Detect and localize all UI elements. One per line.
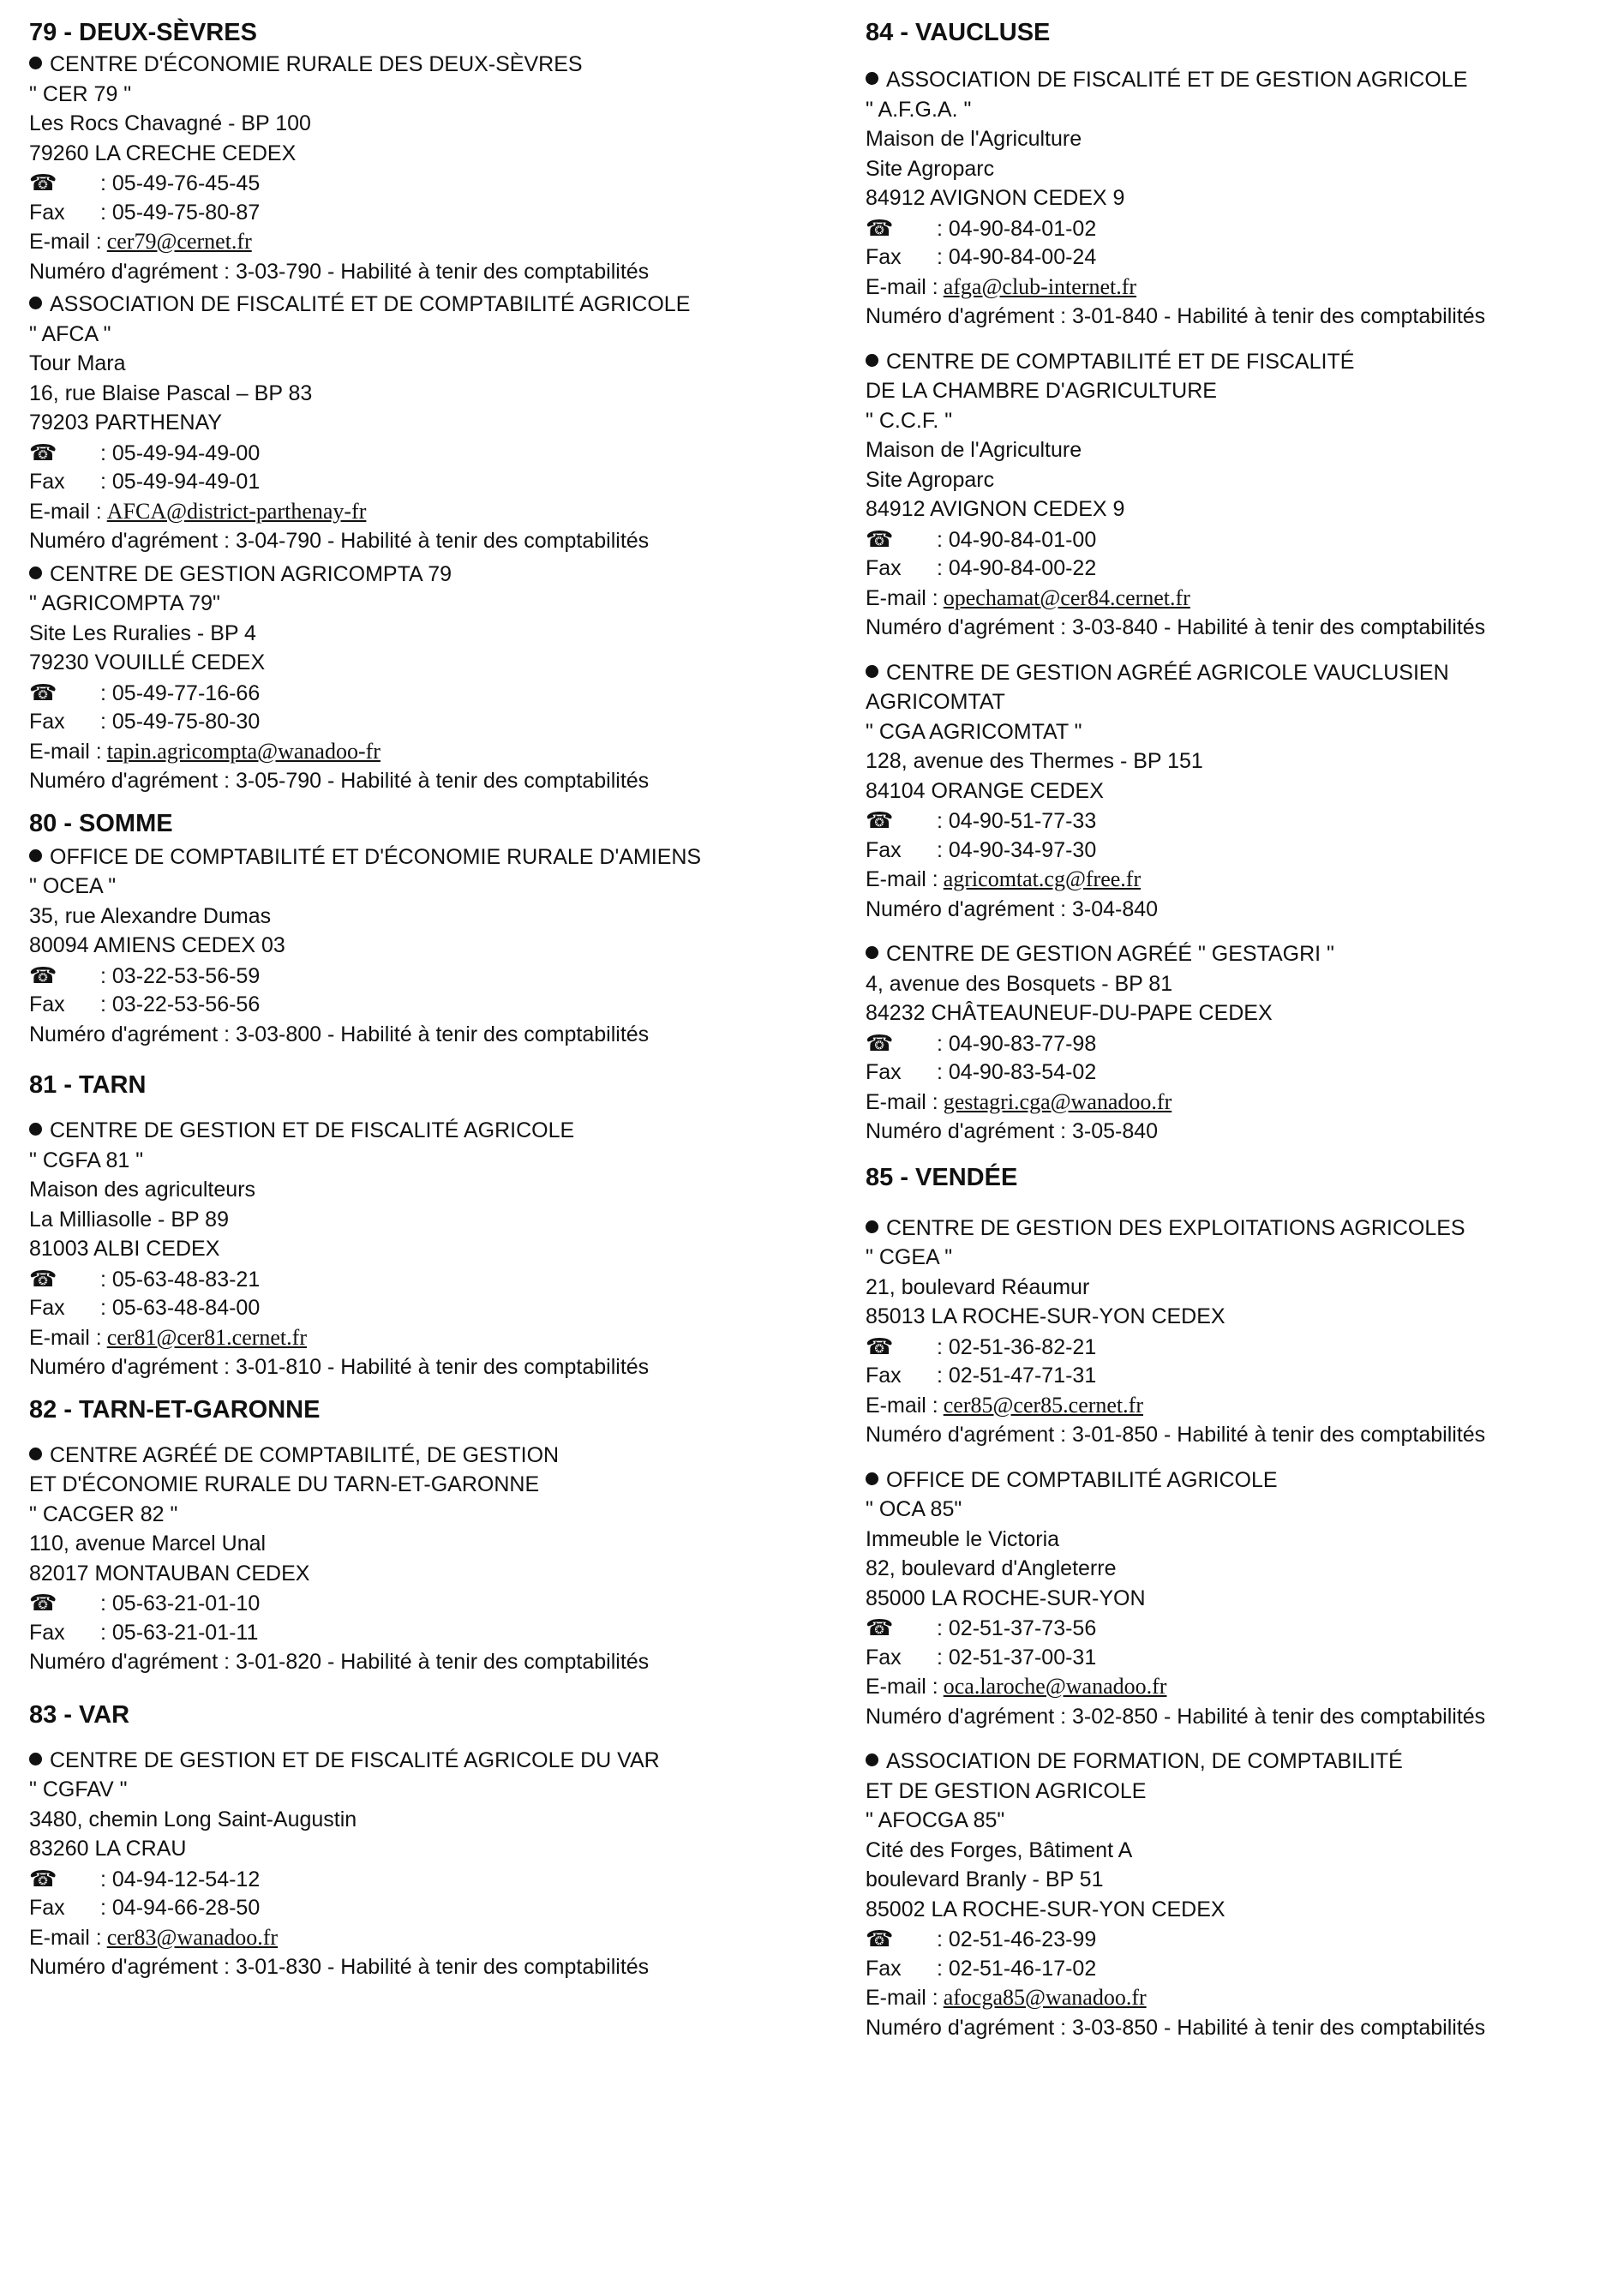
bullet-icon: [866, 354, 878, 367]
organization-name-text: OFFICE DE COMPTABILITÉ ET D'ÉCONOMIE RURALE D'AMIENS: [50, 844, 702, 869]
organization-name-text: CENTRE DE GESTION AGRICOMPTA 79: [50, 561, 452, 586]
email-line: [866, 1391, 1618, 1421]
organization-name: [866, 1214, 1618, 1244]
organization-abbreviation: " CGA AGRICOMTAT ": [866, 719, 1082, 744]
email-link[interactable]: cer79@cernet.fr: [106, 229, 252, 254]
fax-label: Fax: [29, 710, 65, 734]
phone-line: [29, 961, 783, 991]
bullet-icon: [29, 297, 42, 309]
phone-number: : 02-51-36-82-21: [937, 1334, 1097, 1359]
phone-number: : 05-63-48-83-21: [100, 1267, 261, 1292]
address-line: 85002 LA ROCHE-SUR-YON CEDEX: [866, 1897, 1225, 1921]
email-line: [29, 227, 783, 257]
email-line: [29, 497, 783, 527]
agrement-number: Numéro d'agrément : 3-05-790 - Habilité à tenir des comptabilités: [29, 769, 650, 793]
department-title: 79 - DEUX-SÈVRES: [29, 19, 257, 46]
fax-line: [29, 707, 783, 737]
fax-number: : 02-51-46-17-02: [937, 1956, 1097, 1981]
telephone-icon: ☎: [29, 1590, 57, 1616]
telephone-icon: ☎: [29, 962, 57, 988]
organization-name: [29, 1746, 783, 1776]
fax-line: [29, 1893, 783, 1923]
organization-name-text: CENTRE AGRÉÉ DE COMPTABILITÉ, DE GESTION: [50, 1442, 560, 1467]
organization-name: [866, 939, 1618, 969]
email-link[interactable]: AFCA@district-parthenay-fr: [106, 498, 367, 524]
fax-label: Fax: [866, 245, 902, 269]
department-title: 80 - SOMME: [29, 809, 173, 837]
address-line: Maison de l'Agriculture: [866, 438, 1082, 462]
organization-abbreviation: " OCA 85": [866, 1497, 962, 1521]
organization-name-text: CENTRE DE COMPTABILITÉ ET DE FISCALITÉ: [886, 349, 1355, 374]
agrement-number: Numéro d'agrément : 3-04-790 - Habilité à tenir des comptabilités: [29, 529, 650, 553]
phone-line: [29, 168, 783, 198]
phone-number: : 05-49-94-49-00: [100, 441, 261, 465]
telephone-icon: ☎: [866, 1926, 894, 1951]
email-label: E-mail :: [866, 867, 938, 891]
organization-entry: [866, 65, 1618, 332]
fax-label: Fax: [866, 1060, 902, 1084]
fax-line: [29, 1293, 783, 1323]
fax-number: : 05-49-75-80-30: [100, 710, 261, 734]
email-line: [866, 865, 1618, 895]
address-line: Immeuble le Victoria: [866, 1526, 1060, 1551]
organization-name: [29, 50, 783, 80]
department-title: 83 - VAR: [29, 1700, 130, 1729]
organization-name: [29, 1116, 783, 1146]
organization-entry: [29, 1116, 783, 1382]
agrement-number: Numéro d'agrément : 3-05-840: [866, 1119, 1159, 1143]
address-line: 84104 ORANGE CEDEX: [866, 778, 1104, 803]
organization-abbreviation: " AFOCGA 85": [866, 1808, 1005, 1832]
address-line: 4, avenue des Bosquets - BP 81: [866, 971, 1173, 996]
telephone-icon: ☎: [29, 1265, 57, 1292]
email-label: E-mail :: [866, 274, 938, 299]
email-line: [866, 1983, 1618, 2013]
fax-number: : 04-90-84-00-22: [937, 556, 1097, 580]
email-line: [866, 584, 1618, 614]
phone-line: [866, 213, 1618, 243]
fax-line: [866, 1643, 1618, 1673]
email-label: E-mail :: [29, 1925, 102, 1950]
agrement-number: Numéro d'agrément : 3-03-840 - Habilité à tenir des comptabilités: [866, 615, 1486, 639]
department-title: 82 - TARN-ET-GARONNE: [29, 1395, 321, 1424]
fax-number: : 04-90-34-97-30: [937, 837, 1097, 862]
fax-line: [866, 243, 1618, 273]
address-line: boulevard Branly - BP 51: [866, 1867, 1104, 1891]
fax-label: Fax: [29, 1896, 65, 1920]
address-line: 79230 VOUILLÉ CEDEX: [29, 650, 266, 674]
organization-name: [866, 1777, 1618, 1807]
organization-name-text: CENTRE D'ÉCONOMIE RURALE DES DEUX-SÈVRES: [50, 52, 583, 76]
department-title: 81 - TARN: [29, 1071, 147, 1099]
organization-name: [29, 1441, 783, 1471]
fax-line: [29, 990, 783, 1020]
agrement-number: Numéro d'agrément : 3-01-810 - Habilité à tenir des comptabilités: [29, 1355, 650, 1379]
address-line: 16, rue Blaise Pascal – BP 83: [29, 381, 313, 405]
phone-number: : 03-22-53-56-59: [100, 963, 261, 988]
address-line: 82017 MONTAUBAN CEDEX: [29, 1561, 310, 1586]
organization-name: [29, 560, 783, 590]
telephone-icon: ☎: [866, 1029, 894, 1056]
telephone-icon: ☎: [29, 439, 57, 465]
email-label: E-mail :: [866, 1393, 938, 1418]
address-line: 85000 LA ROCHE-SUR-YON: [866, 1586, 1146, 1610]
organization-entry: [29, 842, 783, 1050]
organization-name-text: ASSOCIATION DE FISCALITÉ ET DE GESTION AGRICOLE: [886, 68, 1468, 92]
department-section: [29, 1068, 783, 1382]
organization-entry: [29, 1746, 783, 1982]
telephone-icon: ☎: [866, 807, 894, 833]
organization-name: [866, 347, 1618, 377]
address-line: 79203 PARTHENAY: [29, 411, 223, 435]
agrement-number: Numéro d'agrément : 3-03-800 - Habilité à tenir des comptabilités: [29, 1022, 650, 1046]
bullet-icon: [29, 1753, 42, 1765]
email-label: E-mail :: [866, 585, 938, 610]
phone-line: [29, 1264, 783, 1294]
telephone-icon: ☎: [29, 679, 57, 705]
fax-number: : 05-63-48-84-00: [100, 1296, 261, 1320]
agrement-number: Numéro d'agrément : 3-03-790 - Habilité à tenir des comptabilités: [29, 259, 650, 284]
agrement-number: Numéro d'agrément : 3-01-820 - Habilité à tenir des comptabilités: [29, 1650, 650, 1674]
fax-number: : 02-51-37-00-31: [937, 1645, 1097, 1670]
email-link[interactable]: opechamat@cer84.cernet.fr: [943, 584, 1190, 610]
phone-number: : 05-49-77-16-66: [100, 680, 261, 705]
address-line: Site Agroparc: [866, 156, 995, 181]
address-line: 83260 LA CRAU: [29, 1837, 187, 1861]
phone-line: [866, 1028, 1618, 1058]
address-line: 3480, chemin Long Saint-Augustin: [29, 1807, 357, 1831]
phone-number: : 04-90-84-01-02: [937, 216, 1097, 241]
organization-name-text: CENTRE DE GESTION ET DE FISCALITÉ AGRICOLE: [50, 1118, 575, 1142]
fax-label: Fax: [866, 837, 902, 862]
organization-name: [866, 65, 1618, 95]
department-title: 84 - VAUCLUSE: [866, 19, 1051, 46]
fax-line: [29, 198, 783, 228]
address-line: 85013 LA ROCHE-SUR-YON CEDEX: [866, 1304, 1225, 1328]
organization-abbreviation: " OCEA ": [29, 874, 117, 898]
fax-label: Fax: [29, 200, 65, 225]
organization-entry: [29, 290, 783, 556]
phone-number: : 05-63-21-01-10: [100, 1592, 261, 1616]
email-link[interactable]: oca.laroche@wanadoo.fr: [943, 1674, 1167, 1699]
email-label: E-mail :: [866, 1675, 938, 1699]
address-line: 21, boulevard Réaumur: [866, 1274, 1090, 1299]
email-line: [29, 1923, 783, 1953]
telephone-icon: ☎: [29, 1865, 57, 1891]
organization-name-text: AGRICOMTAT: [866, 690, 1005, 714]
organization-name-text: OFFICE DE COMPTABILITÉ AGRICOLE: [886, 1467, 1278, 1492]
organization-entry: [866, 1747, 1618, 2042]
email-label: E-mail :: [29, 1325, 102, 1350]
department-section: [29, 1698, 783, 1982]
organization-entry: [29, 50, 783, 286]
department-section: [29, 1393, 783, 1677]
organization-name: [29, 290, 783, 320]
fax-label: Fax: [866, 1956, 902, 1981]
fax-line: [29, 1618, 783, 1648]
department-title: 85 - VENDÉE: [866, 1163, 1018, 1191]
address-line: 80094 AMIENS CEDEX 03: [29, 933, 285, 957]
email-link[interactable]: afocga85@wanadoo.fr: [943, 1985, 1147, 2010]
fax-label: Fax: [29, 1620, 65, 1645]
organization-name: [29, 842, 783, 872]
email-line: [29, 1323, 783, 1353]
organization-abbreviation: " CACGER 82 ": [29, 1502, 178, 1526]
fax-label: Fax: [29, 470, 65, 494]
organization-abbreviation: " CGEA ": [866, 1245, 953, 1269]
department-section: [866, 1160, 1618, 2043]
phone-line: [866, 525, 1618, 555]
bullet-icon: [866, 1220, 878, 1233]
address-line: Cité des Forges, Bâtiment A: [866, 1837, 1133, 1862]
organization-abbreviation: " A.F.G.A. ": [866, 97, 972, 122]
left-column: [29, 15, 783, 1982]
organization-abbreviation: " AFCA ": [29, 321, 111, 346]
organization-name-text: CENTRE DE GESTION AGRÉÉ AGRICOLE VAUCLUSIEN: [886, 660, 1449, 685]
organization-name: [29, 1470, 783, 1500]
organization-abbreviation: " CGFA 81 ": [29, 1148, 144, 1172]
email-label: E-mail :: [29, 499, 102, 524]
organization-name-text: ASSOCIATION DE FISCALITÉ ET DE COMPTABILITÉ AGRICOLE: [50, 292, 691, 316]
address-line: 84912 AVIGNON CEDEX 9: [866, 497, 1125, 521]
phone-number: : 04-94-12-54-12: [100, 1867, 261, 1891]
fax-line: [866, 1361, 1618, 1391]
bullet-icon: [866, 1753, 878, 1766]
address-line: 84912 AVIGNON CEDEX 9: [866, 186, 1125, 210]
address-line: 82, boulevard d'Angleterre: [866, 1556, 1117, 1580]
email-link[interactable]: tapin.agricompta@wanadoo-fr: [106, 738, 381, 764]
phone-line: [29, 678, 783, 708]
email-label: E-mail :: [866, 1089, 938, 1114]
fax-number: : 03-22-53-56-56: [100, 992, 261, 1016]
agrement-number: Numéro d'agrément : 3-01-850 - Habilité à tenir des comptabilités: [866, 1423, 1486, 1447]
organization-abbreviation: " AGRICOMPTA 79": [29, 591, 220, 615]
telephone-icon: ☎: [866, 525, 894, 552]
address-line: 79260 LA CRECHE CEDEX: [29, 141, 297, 165]
telephone-icon: ☎: [29, 170, 57, 195]
address-line: 35, rue Alexandre Dumas: [29, 903, 272, 928]
email-link[interactable]: afga@club-internet.fr: [943, 273, 1137, 299]
fax-line: [29, 467, 783, 497]
email-line: [29, 737, 783, 767]
bullet-icon: [29, 1123, 42, 1136]
telephone-icon: ☎: [866, 214, 894, 241]
fax-number: : 04-90-84-00-24: [937, 245, 1097, 269]
organization-name-text: CENTRE DE GESTION ET DE FISCALITÉ AGRICOLE DU VAR: [50, 1747, 660, 1772]
agrement-number: Numéro d'agrément : 3-01-830 - Habilité à tenir des comptabilités: [29, 1955, 650, 1979]
organization-entry: [866, 939, 1618, 1147]
phone-line: [866, 806, 1618, 836]
phone-line: [866, 1613, 1618, 1643]
email-label: E-mail :: [866, 1986, 938, 2010]
email-line: [866, 1088, 1618, 1118]
bullet-icon: [866, 72, 878, 85]
agrement-number: Numéro d'agrément : 3-04-840: [866, 896, 1159, 921]
organization-name: [866, 658, 1618, 688]
organization-name-text: ET D'ÉCONOMIE RURALE DU TARN-ET-GARONNE: [29, 1472, 540, 1496]
address-line: Site Agroparc: [866, 467, 995, 492]
address-line: Les Rocs Chavagné - BP 100: [29, 111, 311, 135]
fax-line: [866, 1058, 1618, 1088]
fax-label: Fax: [29, 1296, 65, 1320]
bullet-icon: [29, 57, 42, 69]
address-line: Maison des agriculteurs: [29, 1178, 256, 1202]
address-line: Site Les Ruralies - BP 4: [29, 620, 256, 645]
department-section: [866, 15, 1618, 1147]
email-label: E-mail :: [29, 230, 102, 254]
bullet-icon: [29, 849, 42, 862]
agrement-number: Numéro d'agrément : 3-03-850 - Habilité à tenir des comptabilités: [866, 2015, 1486, 2040]
phone-number: : 04-90-51-77-33: [937, 809, 1097, 833]
organization-name: [866, 1747, 1618, 1777]
organization-name-text: CENTRE DE GESTION AGRÉÉ " GESTAGRI ": [886, 942, 1334, 966]
agrement-number: Numéro d'agrément : 3-02-850 - Habilité à tenir des comptabilités: [866, 1704, 1486, 1729]
phone-number: : 05-49-76-45-45: [100, 171, 261, 195]
organization-entry: [866, 658, 1618, 925]
fax-line: [866, 836, 1618, 866]
organization-abbreviation: " C.C.F. ": [866, 408, 953, 433]
phone-number: : 04-90-84-01-00: [937, 527, 1097, 552]
phone-line: [866, 1924, 1618, 1954]
address-line: La Milliasolle - BP 89: [29, 1207, 229, 1232]
email-line: [866, 273, 1618, 303]
address-line: 128, avenue des Thermes - BP 151: [866, 749, 1203, 773]
organization-name-text: CENTRE DE GESTION DES EXPLOITATIONS AGRICOLES: [886, 1215, 1465, 1240]
organization-abbreviation: " CGFAV ": [29, 1777, 128, 1801]
email-link[interactable]: gestagri.cga@wanadoo.fr: [943, 1088, 1172, 1114]
fax-label: Fax: [866, 1364, 902, 1388]
phone-line: [29, 1588, 783, 1618]
phone-number: : 04-90-83-77-98: [937, 1031, 1097, 1056]
fax-number: : 02-51-47-71-31: [937, 1364, 1097, 1388]
fax-label: Fax: [866, 1645, 902, 1670]
bullet-icon: [866, 1472, 878, 1485]
fax-line: [866, 554, 1618, 584]
telephone-icon: ☎: [866, 1333, 894, 1359]
organization-name-text: ET DE GESTION AGRICOLE: [866, 1778, 1147, 1803]
fax-number: : 05-49-75-80-87: [100, 200, 261, 225]
organization-name-text: ASSOCIATION DE FORMATION, DE COMPTABILITÉ: [886, 1749, 1403, 1773]
address-line: Maison de l'Agriculture: [866, 127, 1082, 151]
bullet-icon: [29, 1448, 42, 1460]
bullet-icon: [866, 946, 878, 959]
phone-number: : 02-51-37-73-56: [937, 1616, 1097, 1640]
fax-label: Fax: [29, 992, 65, 1016]
telephone-icon: ☎: [866, 1615, 894, 1640]
email-link[interactable]: agricomtat.cg@free.fr: [943, 866, 1142, 891]
right-column: [866, 15, 1618, 2042]
email-label: E-mail :: [29, 739, 102, 764]
phone-line: [29, 438, 783, 468]
phone-line: [866, 1332, 1618, 1362]
address-line: 110, avenue Marcel Unal: [29, 1532, 267, 1556]
organization-entry: [866, 1214, 1618, 1450]
phone-number: : 02-51-46-23-99: [937, 1927, 1097, 1951]
organization-name: [866, 376, 1618, 406]
organization-entry: [866, 1466, 1618, 1732]
fax-number: : 04-90-83-54-02: [937, 1060, 1097, 1084]
address-line: 81003 ALBI CEDEX: [29, 1237, 220, 1261]
fax-line: [866, 1954, 1618, 1984]
organization-entry: [29, 1441, 783, 1677]
department-section: [29, 806, 783, 1050]
bullet-icon: [29, 567, 42, 579]
email-link[interactable]: cer85@cer85.cernet.fr: [943, 1392, 1143, 1418]
email-link[interactable]: cer81@cer81.cernet.fr: [106, 1324, 307, 1350]
fax-number: : 05-49-94-49-01: [100, 470, 261, 494]
organization-name-text: DE LA CHAMBRE D'AGRICULTURE: [866, 379, 1217, 403]
fax-number: : 04-94-66-28-50: [100, 1896, 261, 1920]
address-line: Tour Mara: [29, 351, 126, 375]
organization-name: [866, 687, 1618, 717]
fax-number: : 05-63-21-01-11: [100, 1620, 259, 1645]
department-section: [29, 15, 783, 796]
email-line: [866, 1672, 1618, 1702]
organization-abbreviation: " CER 79 ": [29, 81, 132, 106]
email-link[interactable]: cer83@wanadoo.fr: [106, 1924, 279, 1950]
fax-label: Fax: [866, 556, 902, 580]
phone-line: [29, 1864, 783, 1894]
organization-entry: [866, 347, 1618, 643]
organization-name: [866, 1466, 1618, 1496]
address-line: 84232 CHÂTEAUNEUF-DU-PAPE CEDEX: [866, 1001, 1273, 1025]
organization-entry: [29, 560, 783, 796]
bullet-icon: [866, 665, 878, 678]
agrement-number: Numéro d'agrément : 3-01-840 - Habilité à tenir des comptabilités: [866, 304, 1486, 328]
